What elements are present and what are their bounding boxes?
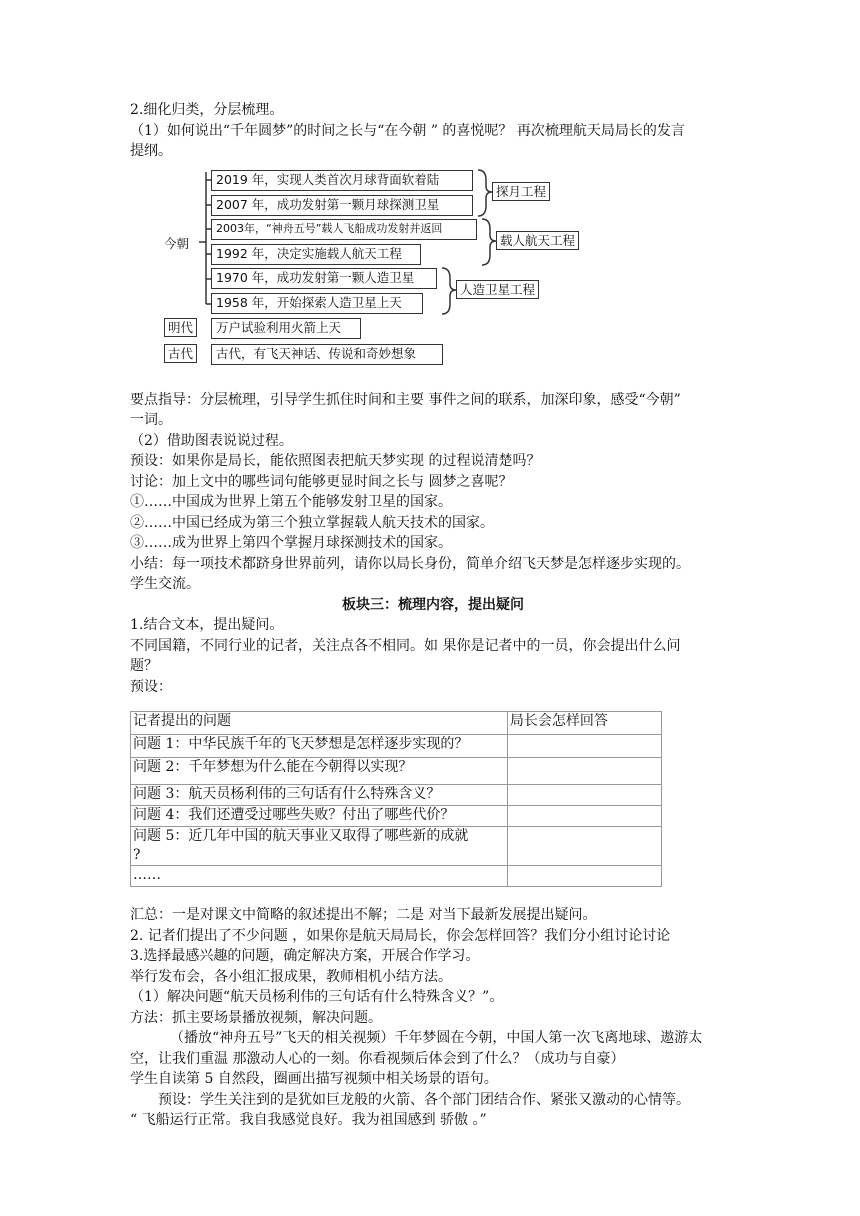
document-page bbox=[130, 100, 736, 1131]
list-item: ②……中国已经成为第三个独立掌握载人航天技术的国家。 bbox=[130, 514, 494, 531]
preset3-text: 预设：学生关注到的是犹如巨龙般的火箭、各个部门团结合作、紧张又激动的心情等。 bbox=[158, 1091, 690, 1108]
q2-text: （2）借助图表说说过程。 bbox=[130, 432, 293, 449]
event-2019: 2019 年，实现人类首次月球背面软着陆 bbox=[211, 170, 473, 191]
table-cell: 问题 3：航天员杨利伟的三句话有什么特殊含义？ bbox=[131, 785, 508, 806]
s2-text: 2. 记者们提出了不少问题 ，如果你是航天局局长，你会怎样回答？我们分小组讨论讨论 bbox=[130, 927, 671, 944]
table-cell bbox=[131, 827, 508, 866]
discuss-text: 讨论：加上文中的哪些词句能够更显时间之长与 圆梦之喜呢？ bbox=[130, 473, 513, 490]
video-text: （播放“神舟五号”飞天的相关视频）千年梦圆在今朝，中国人第一次飞离地球、遨游太 bbox=[170, 1030, 703, 1046]
table-row bbox=[131, 806, 662, 827]
event-2003: 2003年，“神舟五号”载人飞船成功发射并返回 bbox=[211, 219, 477, 240]
table-cell bbox=[507, 785, 661, 806]
table-header-cell: 记者提出的问题 bbox=[131, 712, 508, 735]
table-cell bbox=[507, 758, 661, 785]
table-cell bbox=[507, 866, 661, 887]
event-1992: 1992 年，决定实施载人航天工程 bbox=[211, 244, 421, 265]
event-ancient: 古代，有飞天神话、传说和奇妙想象 bbox=[211, 344, 443, 365]
method-text: 方法：抓主要场景播放视频，解决问题。 bbox=[130, 1009, 382, 1026]
section2-title: 2.细化归类，分层梳理。 bbox=[130, 102, 284, 118]
table-cell bbox=[507, 806, 661, 827]
question-5-text: 问题 5：近几年中国的航天事业又取得了哪些新的成就 bbox=[133, 828, 469, 844]
preset-label: 预设： bbox=[130, 678, 172, 695]
table-row bbox=[131, 827, 662, 866]
conclude-text: 汇总：一是对课文中简略的叙述提出不解；二是 对当下最新发展提出疑问。 bbox=[130, 907, 597, 923]
event-ming: 万户试验利用火箭上天 bbox=[211, 318, 361, 339]
table-row bbox=[131, 735, 662, 758]
table-row bbox=[131, 785, 662, 806]
exchange-text: 学生交流。 bbox=[130, 576, 200, 592]
guide-text-cont: 一词。 bbox=[130, 412, 172, 428]
event-1970: 1970 年，成功发射第一颗人造卫星 bbox=[211, 268, 437, 289]
s3-text: 3.选择最感兴趣的问题，确定解决方案，开展合作学习。 bbox=[130, 948, 480, 964]
list-item: ①……中国成为世界上第五个能够发射卫星的国家。 bbox=[130, 494, 452, 510]
group-manned: 载人航天工程 bbox=[496, 231, 579, 250]
q1-text-cont: 提纲。 bbox=[130, 143, 172, 159]
question-table bbox=[130, 711, 662, 887]
s1-text-cont: 题？ bbox=[130, 658, 158, 674]
table-row bbox=[131, 866, 662, 887]
summary-text: 小结：每一项技术都跻身世界前列，请你以局长身份，简单介绍飞天梦是怎样逐步实现的。 bbox=[130, 555, 690, 572]
block3-heading: 板块三：梳理内容，提出疑问 bbox=[342, 596, 524, 613]
table-row bbox=[131, 758, 662, 785]
table-header-cell: 局长会怎样回答 bbox=[507, 712, 661, 735]
preset3-text-cont: “ 飞船运行正常。我自我感觉良好。我为祖国感到 骄傲 。” bbox=[130, 1112, 487, 1128]
event-1958: 1958 年，开始探索人造卫星上天 bbox=[211, 293, 423, 314]
video-text-cont: 空，让我们重温 那激动人心的一刻。你看视频后体会到了什么？（成功与自豪） bbox=[130, 1050, 625, 1067]
event-2007: 2007 年，成功发射第一颗月球探测卫星 bbox=[211, 195, 473, 216]
mingdai-label: 明代 bbox=[164, 318, 197, 337]
q1-text: （1）如何说出“千年圆梦”的时间之长与“在今朝 ” 的喜悦呢？ 再次梳理航天局局长的发言 bbox=[130, 122, 685, 139]
jinchao-label: 今朝 bbox=[164, 235, 190, 251]
press-text: 举行发布会，各小组汇报成果，教师相机小结方法。 bbox=[130, 968, 452, 985]
s1-title: 1.结合文本，提出疑问。 bbox=[130, 617, 284, 633]
table-cell: 问题 4：我们还遭受过哪些失败？付出了哪些代价？ bbox=[131, 806, 508, 827]
preset-text: 预设：如果你是局长，能依照图表把航天梦实现 的过程说清楚吗？ bbox=[130, 453, 541, 469]
list-item: ③……成为世界上第四个掌握月球探测技术的国家。 bbox=[130, 535, 452, 551]
p1-text: （1）解决问题“航天员杨利伟的三句话有什么特殊含义？”。 bbox=[130, 989, 504, 1005]
gudai-label: 古代 bbox=[164, 344, 197, 363]
question-5-cont: ? bbox=[133, 847, 141, 863]
group-satellite: 人造卫星工程 bbox=[456, 280, 539, 299]
table-cell: 问题 2：千年梦想为什么能在今朝得以实现？ bbox=[131, 758, 508, 785]
guide-text: 要点指导：分层梳理，引导学生抓住时间和主要 事件之间的联系，加深印象，感受“今朝” bbox=[130, 391, 681, 408]
timeline-diagram bbox=[130, 168, 736, 384]
table-cell: 问题 1：中华民族千年的飞天梦想是怎样逐步实现的？ bbox=[131, 735, 508, 758]
table-cell bbox=[507, 827, 661, 866]
group-lunar: 探月工程 bbox=[492, 182, 550, 201]
s1-text: 不同国籍，不同行业的记者，关注点各不相同。如 果你是记者中的一员，你会提出什么问 bbox=[130, 637, 681, 654]
table-cell: …… bbox=[131, 866, 508, 887]
table-cell bbox=[507, 735, 661, 758]
selfread-text: 学生自读第 5 自然段，圈画出描写视频中相关场景的语句。 bbox=[130, 1071, 498, 1087]
table-header-row bbox=[131, 712, 662, 735]
